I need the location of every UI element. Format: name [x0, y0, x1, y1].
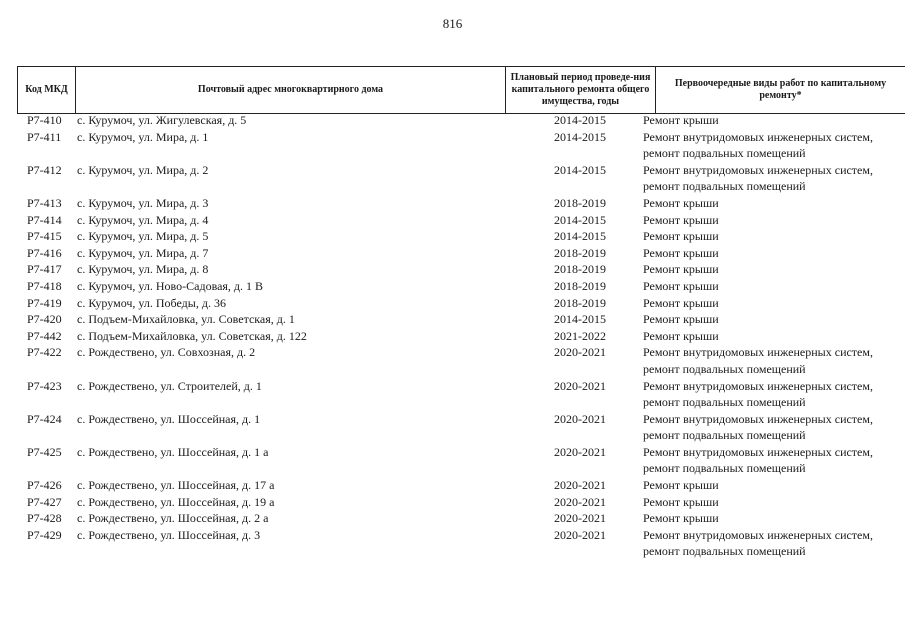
row-work-line: ремонт подвальных помещений [643, 179, 806, 194]
table-row [17, 527, 905, 560]
row-works [643, 444, 905, 477]
row-work-line: Ремонт крыши [643, 195, 719, 210]
row-work-line: Ремонт крыши [643, 295, 719, 310]
row-address: с. Рождествено, ул. Шоссейная, д. 3 [77, 527, 261, 542]
row-address: с. Рождествено, ул. Совхозная, д. 2 [77, 345, 256, 360]
row-period: 2018-2019 [554, 245, 606, 260]
row-works [643, 494, 905, 511]
row-code: Р7-424 [27, 411, 62, 426]
row-period: 2020-2021 [554, 511, 606, 526]
row-address: с. Курумоч, ул. Мира, д. 1 [77, 129, 209, 144]
row-address: с. Рождествено, ул. Шоссейная, д. 2 а [77, 511, 269, 526]
row-code: Р7-420 [27, 312, 62, 327]
row-period: 2021-2022 [554, 328, 606, 343]
row-work-line: Ремонт крыши [643, 262, 719, 277]
table-row [17, 261, 905, 278]
row-code: Р7-442 [27, 328, 62, 343]
row-work-line: Ремонт внутридомовых инженерных систем, [643, 444, 873, 459]
row-code: Р7-415 [27, 229, 62, 244]
row-works [643, 328, 905, 345]
row-address: с. Подъем-Михайловка, ул. Советская, д. 1 [77, 312, 295, 327]
row-code: Р7-414 [27, 212, 62, 227]
row-works [643, 195, 905, 212]
row-code: Р7-429 [27, 527, 62, 542]
row-address: с. Рождествено, ул. Строителей, д. 1 [77, 378, 262, 393]
row-work-line: Ремонт внутридомовых инженерных систем, [643, 411, 873, 426]
row-address: с. Подъем-Михайловка, ул. Советская, д. 122 [77, 328, 307, 343]
row-address: с. Рождествено, ул. Шоссейная, д. 17 а [77, 478, 275, 493]
row-address: с. Курумоч, ул. Ново-Садовая, д. 1 В [77, 278, 264, 293]
row-code: Р7-417 [27, 262, 62, 277]
row-works [643, 527, 905, 560]
row-code: Р7-422 [27, 345, 62, 360]
row-address: с. Курумоч, ул. Мира, д. 8 [77, 262, 209, 277]
row-code: Р7-412 [27, 162, 62, 177]
row-work-line: Ремонт крыши [643, 229, 719, 244]
table-row [17, 162, 905, 195]
row-period: 2014-2015 [554, 212, 606, 227]
row-address: с. Курумоч, ул. Победы, д. 36 [77, 295, 226, 310]
row-work-line: ремонт подвальных помещений [643, 395, 806, 410]
row-work-line: Ремонт крыши [643, 494, 719, 509]
row-works [643, 510, 905, 527]
table-row [17, 129, 905, 162]
row-work-line: Ремонт внутридомовых инженерных систем, [643, 129, 873, 144]
table-row [17, 411, 905, 444]
table-body [17, 112, 905, 560]
row-address: с. Курумоч, ул. Жигулевская, д. 5 [77, 113, 247, 127]
row-work-line: Ремонт крыши [643, 312, 719, 327]
row-code: Р7-427 [27, 494, 62, 509]
row-address: с. Рождествено, ул. Шоссейная, д. 1 а [77, 444, 269, 459]
row-work-line: ремонт подвальных помещений [643, 361, 806, 376]
row-address: с. Курумоч, ул. Мира, д. 5 [77, 229, 209, 244]
row-works [643, 278, 905, 295]
row-code: Р7-425 [27, 444, 62, 459]
row-works [643, 261, 905, 278]
row-works [643, 228, 905, 245]
table-row [17, 344, 905, 377]
table-row [17, 378, 905, 411]
row-period: 2018-2019 [554, 262, 606, 277]
row-work-line: Ремонт внутридомовых инженерных систем, [643, 378, 873, 393]
row-work-line: Ремонт крыши [643, 278, 719, 293]
row-work-line: Ремонт крыши [643, 511, 719, 526]
row-work-line: Ремонт крыши [643, 212, 719, 227]
table-header [17, 66, 905, 114]
row-period: 2018-2019 [554, 195, 606, 210]
row-works [643, 295, 905, 312]
row-work-line: ремонт подвальных помещений [643, 428, 806, 443]
row-code: Р7-423 [27, 378, 62, 393]
row-code: Р7-413 [27, 195, 62, 210]
row-address: с. Курумоч, ул. Мира, д. 3 [77, 195, 209, 210]
table-row [17, 245, 905, 262]
page-number: 816 [442, 16, 463, 31]
row-period: 2020-2021 [554, 345, 606, 360]
row-works [643, 311, 905, 328]
row-period: 2020-2021 [554, 411, 606, 426]
row-address: с. Курумоч, ул. Мира, д. 2 [77, 162, 209, 177]
row-address: с. Курумоч, ул. Мира, д. 4 [77, 212, 209, 227]
row-address: с. Курумоч, ул. Мира, д. 7 [77, 245, 209, 260]
row-work-line: Ремонт крыши [643, 478, 719, 493]
table-row [17, 295, 905, 312]
row-code: Р7-410 [27, 113, 62, 127]
row-address: с. Рождествено, ул. Шоссейная, д. 1 [77, 411, 261, 426]
row-work-line: ремонт подвальных помещений [643, 146, 806, 161]
table-row [17, 311, 905, 328]
row-period: 2014-2015 [554, 113, 606, 127]
row-works [643, 344, 905, 377]
row-period: 2018-2019 [554, 295, 606, 310]
header-works: Первоочередные виды работ по капитальному ремонту* [655, 67, 905, 113]
row-code: Р7-428 [27, 511, 62, 526]
row-works [643, 162, 905, 195]
row-works [643, 411, 905, 444]
row-code: Р7-426 [27, 478, 62, 493]
row-code: Р7-418 [27, 278, 62, 293]
row-period: 2014-2015 [554, 129, 606, 144]
row-works [643, 477, 905, 494]
row-period: 2014-2015 [554, 162, 606, 177]
row-period: 2018-2019 [554, 278, 606, 293]
table-row [17, 228, 905, 245]
table-row [17, 328, 905, 345]
row-work-line: Ремонт внутридомовых инженерных систем, [643, 527, 873, 542]
table-row [17, 494, 905, 511]
table-row [17, 278, 905, 295]
row-works [643, 378, 905, 411]
row-work-line: Ремонт внутридомовых инженерных систем, [643, 345, 873, 360]
row-period: 2020-2021 [554, 378, 606, 393]
row-code: Р7-419 [27, 295, 62, 310]
row-work-line: Ремонт крыши [643, 245, 719, 260]
header-address: Почтовый адрес многоквартирного дома [75, 67, 505, 113]
table-row [17, 477, 905, 494]
row-work-line: ремонт подвальных помещений [643, 544, 806, 559]
row-period: 2020-2021 [554, 494, 606, 509]
row-code: Р7-416 [27, 245, 62, 260]
row-works [643, 245, 905, 262]
table-row [17, 212, 905, 229]
table-row [17, 444, 905, 477]
row-period: 2014-2015 [554, 229, 606, 244]
row-work-line: Ремонт крыши [643, 328, 719, 343]
row-code: Р7-411 [27, 129, 62, 144]
row-period: 2020-2021 [554, 527, 606, 542]
row-work-line: Ремонт крыши [643, 113, 719, 127]
row-address: с. Рождествено, ул. Шоссейная, д. 19 а [77, 494, 275, 509]
row-works [643, 112, 905, 129]
row-work-line: Ремонт внутридомовых инженерных систем, [643, 162, 873, 177]
row-period: 2020-2021 [554, 478, 606, 493]
row-works [643, 212, 905, 229]
table-row [17, 112, 905, 129]
row-period: 2014-2015 [554, 312, 606, 327]
table-row [17, 510, 905, 527]
row-works [643, 129, 905, 162]
row-period: 2020-2021 [554, 444, 606, 459]
table-row [17, 195, 905, 212]
row-work-line: ремонт подвальных помещений [643, 461, 806, 476]
header-code: Код МКД [17, 67, 75, 113]
header-period: Плановый период проведе-ния капитального ремонта общего имущества, годы [505, 67, 655, 113]
